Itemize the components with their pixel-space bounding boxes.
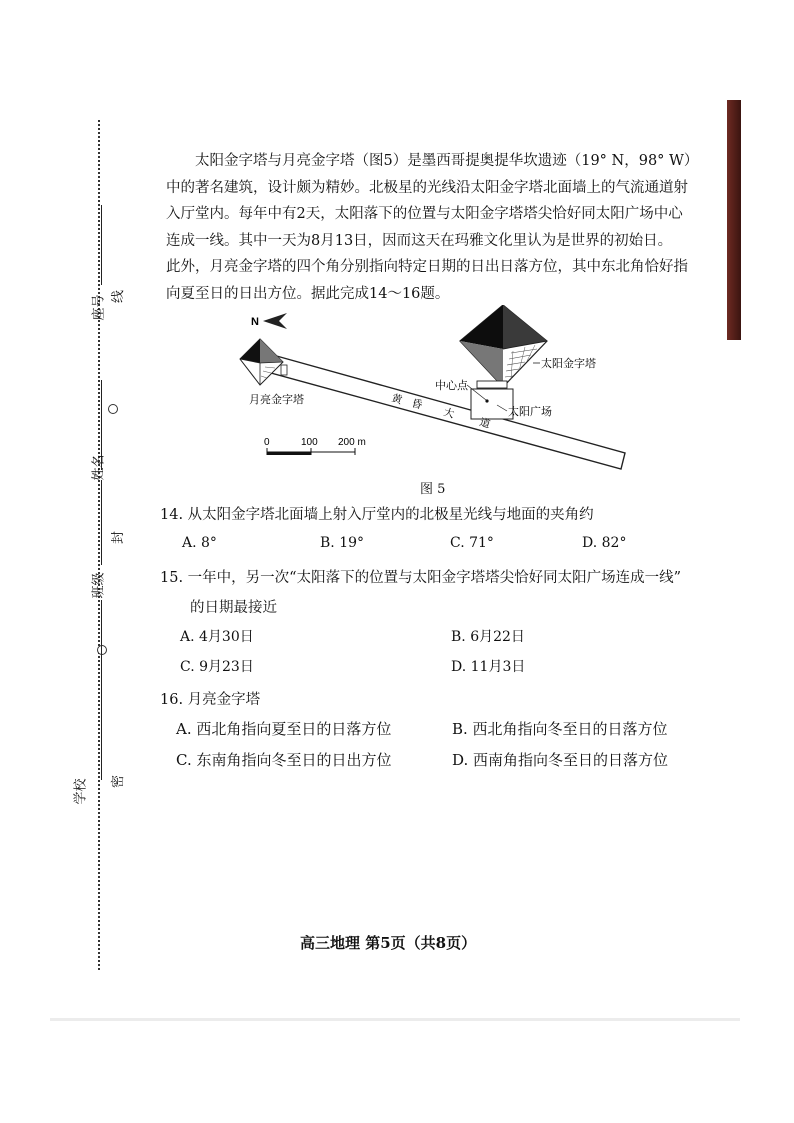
- pyramid-base-step: [477, 381, 507, 388]
- center-point-label: 中心点: [435, 379, 468, 392]
- q15-option-c[interactable]: C. 9月23日: [180, 659, 254, 675]
- sun-pyramid-icon: [460, 305, 547, 387]
- line-char: 线: [111, 289, 127, 304]
- scale-label-200: 200 m: [338, 437, 366, 448]
- q15-option-a[interactable]: A. 4月30日: [180, 629, 254, 645]
- passage-line-5: 此外，月亮金字塔的四个角分别指向特定日期的日出日落方位，其中东北角恰好指: [166, 259, 688, 275]
- passage-line-1: 太阳金字塔与月亮金字塔（图5）是墨西哥提奥提华坎遗迹（19° N，98° W）: [195, 153, 699, 169]
- q15-option-d[interactable]: D. 11月3日: [451, 659, 526, 675]
- passage-line-4: 连成一线。其中一天为8月13日，因而这天在玛雅文化里认为是世界的初始日。: [166, 232, 673, 249]
- name-label: 姓名: [91, 454, 107, 481]
- page-footer: 高三地理 第5页（共8页）: [300, 934, 477, 952]
- sun-pyramid-label: 太阳金字塔: [541, 357, 596, 370]
- q16-option-b[interactable]: B. 西北角指向冬至日的日落方位: [452, 720, 668, 738]
- passage-line-2: 中的著名建筑，设计颇为精妙。北极星的光线沿太阳金字塔北面墙上的气流通道射: [166, 179, 688, 196]
- question-14-stem: 14. 从太阳金字塔北面墙上射入厅堂内的北极星光线与地面的夹角约: [160, 507, 594, 523]
- passage-line-3: 入厅堂内。每年中有2天，太阳落下的位置与太阳金字塔塔尖恰好同太阳广场中心: [166, 206, 683, 222]
- page-edge-shadow: [727, 100, 741, 340]
- seal-char: 封: [111, 530, 127, 545]
- moon-pyramid-icon: [240, 339, 287, 385]
- school-fill-line: [101, 600, 102, 780]
- scale-label-0: 0: [264, 437, 270, 448]
- seat-label: 座号: [91, 294, 107, 321]
- avenue-char-2: 昏: [410, 397, 424, 412]
- north-arrow-icon: [263, 313, 287, 329]
- q15-option-b[interactable]: B. 6月22日: [451, 629, 525, 645]
- q16-option-d[interactable]: D. 西南角指向冬至日的日落方位: [452, 751, 669, 769]
- q14-option-a[interactable]: A. 8°: [182, 535, 217, 551]
- binding-ring-2: [97, 645, 107, 655]
- paper-edge: [50, 1018, 740, 1021]
- class-fill-line: [101, 480, 102, 565]
- school-label: 学校: [73, 778, 89, 805]
- seat-fill-line: [101, 205, 102, 285]
- pyramid-map-figure: [235, 305, 635, 500]
- passage: [166, 148, 706, 307]
- binding-ring-1: [108, 404, 118, 414]
- question-16-stem: 16. 月亮金字塔: [160, 692, 261, 708]
- north-label: N: [251, 316, 259, 328]
- question-15-stem: 15. 一年中，另一次“太阳落下的位置与太阳金字塔塔尖恰好同太阳广场连成一线”: [160, 570, 681, 586]
- q14-option-d[interactable]: D. 82°: [582, 535, 627, 551]
- question-15-stem-line-2: 的日期最接近: [190, 600, 277, 616]
- dotted-binding-line: [98, 120, 100, 970]
- avenue-char-1: 黄: [390, 392, 404, 407]
- sun-plaza-label: 太阳广场: [508, 405, 552, 418]
- q14-option-c[interactable]: C. 71°: [450, 535, 494, 551]
- q16-option-c[interactable]: C. 东南角指向冬至日的日出方位: [176, 751, 392, 769]
- avenue-char-3: 大: [442, 406, 456, 421]
- q16-option-a[interactable]: A. 西北角指向夏至日的日落方位: [176, 720, 392, 738]
- class-label: 班级: [91, 572, 107, 599]
- scale-bar: [267, 448, 355, 455]
- avenue-char-4: 道: [478, 416, 492, 431]
- moon-pyramid-label: 月亮金字塔: [249, 393, 304, 406]
- passage-line-6: 向夏至日的日出方位。据此完成14～16题。: [166, 285, 450, 302]
- q14-option-b[interactable]: B. 19°: [320, 535, 365, 551]
- figure-caption: 图 5: [420, 482, 446, 497]
- scale-label-100: 100: [301, 437, 318, 448]
- secret-char: 密: [111, 774, 127, 789]
